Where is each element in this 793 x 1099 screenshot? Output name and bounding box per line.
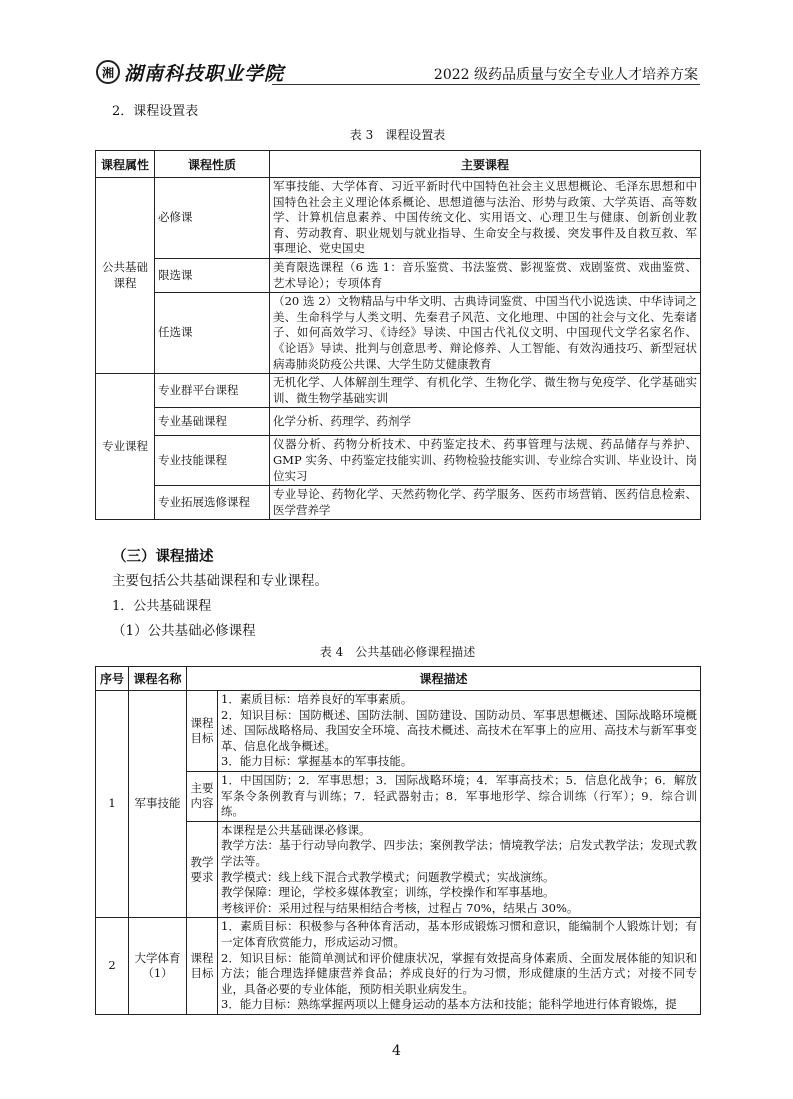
- course-name: 军事技能: [129, 691, 187, 918]
- required-course-description-table: [95, 666, 701, 1015]
- main-courses: 化学分析、药理学、药剂学: [270, 408, 701, 436]
- course-nature: 专业基础课程: [155, 408, 270, 436]
- desc-line: 教学方法：基于行动导向教学、四步法；案例教学法；情境教学法；启发式教学法；发现式教学法等。: [221, 838, 698, 868]
- section-label: 课程目标: [187, 691, 218, 772]
- desc-line: 本课程是公共基础课必修课。: [221, 822, 371, 837]
- desc-line: 2．知识目标：国防概述、国防法制、国防建设、国防动员、军事思想概述、国际战略环境概述、国际战略格局、我国安全环境、高技术概述、高技术在军事上的应用、高技术与新军事变革、信息化战争概述。: [221, 707, 698, 753]
- table-row: [96, 178, 701, 259]
- table-row: [96, 258, 701, 292]
- column-header: 课程描述: [187, 667, 701, 691]
- section-content: [218, 821, 701, 918]
- course-nature: 专业拓展选修课程: [155, 486, 270, 520]
- column-header: 课程名称: [129, 667, 187, 691]
- desc-line: 1．素质目标：培养良好的军事素质。: [221, 692, 413, 706]
- section-label: 主要内容: [187, 771, 218, 821]
- column-header: 序号: [96, 667, 129, 691]
- table-row: [96, 771, 701, 821]
- table-row: [96, 408, 701, 436]
- course-number: 2: [96, 918, 129, 1015]
- column-header: 课程属性: [96, 151, 155, 178]
- section-heading-course-description: （三）课程描述: [112, 548, 214, 565]
- college-logo: [96, 58, 284, 86]
- section-content: [218, 771, 701, 821]
- course-attribute: 专业课程: [96, 374, 155, 520]
- section-label: 教学要求: [187, 821, 218, 918]
- table-row: [96, 821, 701, 918]
- desc-line: 3．能力目标：掌握基本的军事技能。: [221, 754, 413, 769]
- desc-line: 3．能力目标：熟练掌握两项以上健身运动的基本方法和技能；能科学地进行体育锻炼，提: [221, 997, 677, 1012]
- course-nature: 专业群平台课程: [155, 374, 270, 408]
- course-name: 大学体育（1）: [129, 918, 187, 1015]
- section-heading-course-table: 2．课程设置表: [112, 104, 199, 119]
- main-courses: 无机化学、人体解剖生理学、有机化学、生物化学、微生物与免疫学、化学基础实训、微生物学基础实训: [270, 374, 701, 408]
- section-content: [218, 691, 701, 772]
- college-emblem-icon: 湘: [96, 60, 120, 84]
- header-divider: [272, 84, 700, 85]
- course-nature: 专业技能课程: [155, 436, 270, 486]
- table-row: [96, 293, 701, 374]
- subsection-heading-public-courses: 1．公共基础课程: [112, 599, 212, 614]
- main-courses: 美育限选课程（6 选 1：音乐鉴赏、书法鉴赏、影视鉴赏、戏剧鉴赏、戏曲鉴赏、艺术导论）；专项体育: [270, 258, 701, 292]
- section-label: 课程目标: [187, 918, 218, 1015]
- college-name-logo: 湖南科技职业学院: [124, 62, 285, 85]
- subsection-heading-required-courses: （1）公共基础必修课程: [112, 623, 256, 639]
- main-courses: 专业导论、药物化学、天然药物化学、药学服务、医药市场营销、医药信息检索、医学营养学: [270, 486, 701, 520]
- course-nature: 任选课: [155, 293, 270, 374]
- course-attribute: 公共基础课程: [96, 178, 155, 374]
- column-header: 主要课程: [270, 151, 701, 178]
- page-header: [96, 58, 700, 86]
- desc-line: 2．知识目标：能简单测试和评价健康状况，掌握有效提高身体素质、全面发展体能的知识和方法；能合理选择健康营养食品；养成良好的行为习惯，形成健康的生活方式；对接不同专业，具备必要的专业体能，预防相关职业病发生。: [221, 950, 698, 996]
- table4-caption: 表 4 公共基础必修课程描述: [319, 645, 476, 659]
- desc-line: 教学模式：线上线下混合式教学模式；问题教学模式；实战演练。: [221, 869, 555, 884]
- table-row: [96, 374, 701, 408]
- table-row: [96, 486, 701, 520]
- desc-line: 1．中国国防；2．军事思想；3．国际战略环境；4．军事高技术；5．信息化战争；6．解放军条令条例教育与训练；7．轻武器射击；8．军事地形学、综合训练（行军）；9．综合训练。: [221, 772, 698, 819]
- course-nature: 限选课: [155, 258, 270, 292]
- table-row: [96, 436, 701, 486]
- desc-line: 1．素质目标：积极参与各种体育活动，基本形成锻炼习惯和意识，能编制个人锻炼计划；有一定体育欣赏能力，形成运动习惯。: [221, 919, 698, 949]
- document-title: 2022 级药品质量与安全专业人才培养方案: [433, 67, 698, 83]
- desc-line: 考核评价：采用过程与结果相结合考核，过程占 70%，结果占 30%。: [221, 900, 579, 915]
- main-courses: （20 选 2）文物精品与中华文明、古典诗词鉴赏、中国当代小说选读、中华诗词之美、生命科学与人类文明、先秦君子风范、文化地理、中国的社会与文化、先秦诸子、如何高效学习、《诗经》导读、中国古代礼仪文明、中国现代文学名家名作、《论语》导读、批判与创意思考、辩论修养、人工智能、有效沟通技巧、新型冠状病毒肺炎防疫公共课、大学生防艾健康教育: [270, 293, 701, 374]
- main-courses: 军事技能、大学体育、习近平新时代中国特色社会主义思想概论、毛泽东思想和中国特色社会主义理论体系概论、思想道德与法治、形势与政策、大学英语、高等数学、计算机信息素养、中国传统文化、实用语文、心理卫生与健康、创新创业教育、劳动教育、职业规划与就业指导、生命安全与救援、突发事件及自救互救、军事理论、党史国史: [270, 178, 701, 259]
- table-row: [96, 691, 701, 772]
- course-nature: 必修课: [155, 178, 270, 259]
- page-number: 4: [392, 1043, 401, 1059]
- section-intro-text: 主要包括公共基础课程和专业课程。: [112, 573, 328, 589]
- main-courses: 仪器分析、药物分析技术、中药鉴定技术、药事管理与法规、药品储存与养护、GMP 实务、中药鉴定技能实训、药物检验技能实训、专业综合实训、毕业设计、岗位实习: [270, 436, 701, 486]
- section-content: [218, 918, 701, 1015]
- table-row: [96, 918, 701, 1015]
- desc-line: 教学保障：理论，学校多媒体教室；训练，学校操作和军事基地。: [221, 885, 555, 900]
- course-setting-table: [95, 150, 701, 520]
- course-number: 1: [96, 691, 129, 918]
- column-header: 课程性质: [155, 151, 270, 178]
- table3-caption: 表 3 课程设置表: [349, 128, 446, 142]
